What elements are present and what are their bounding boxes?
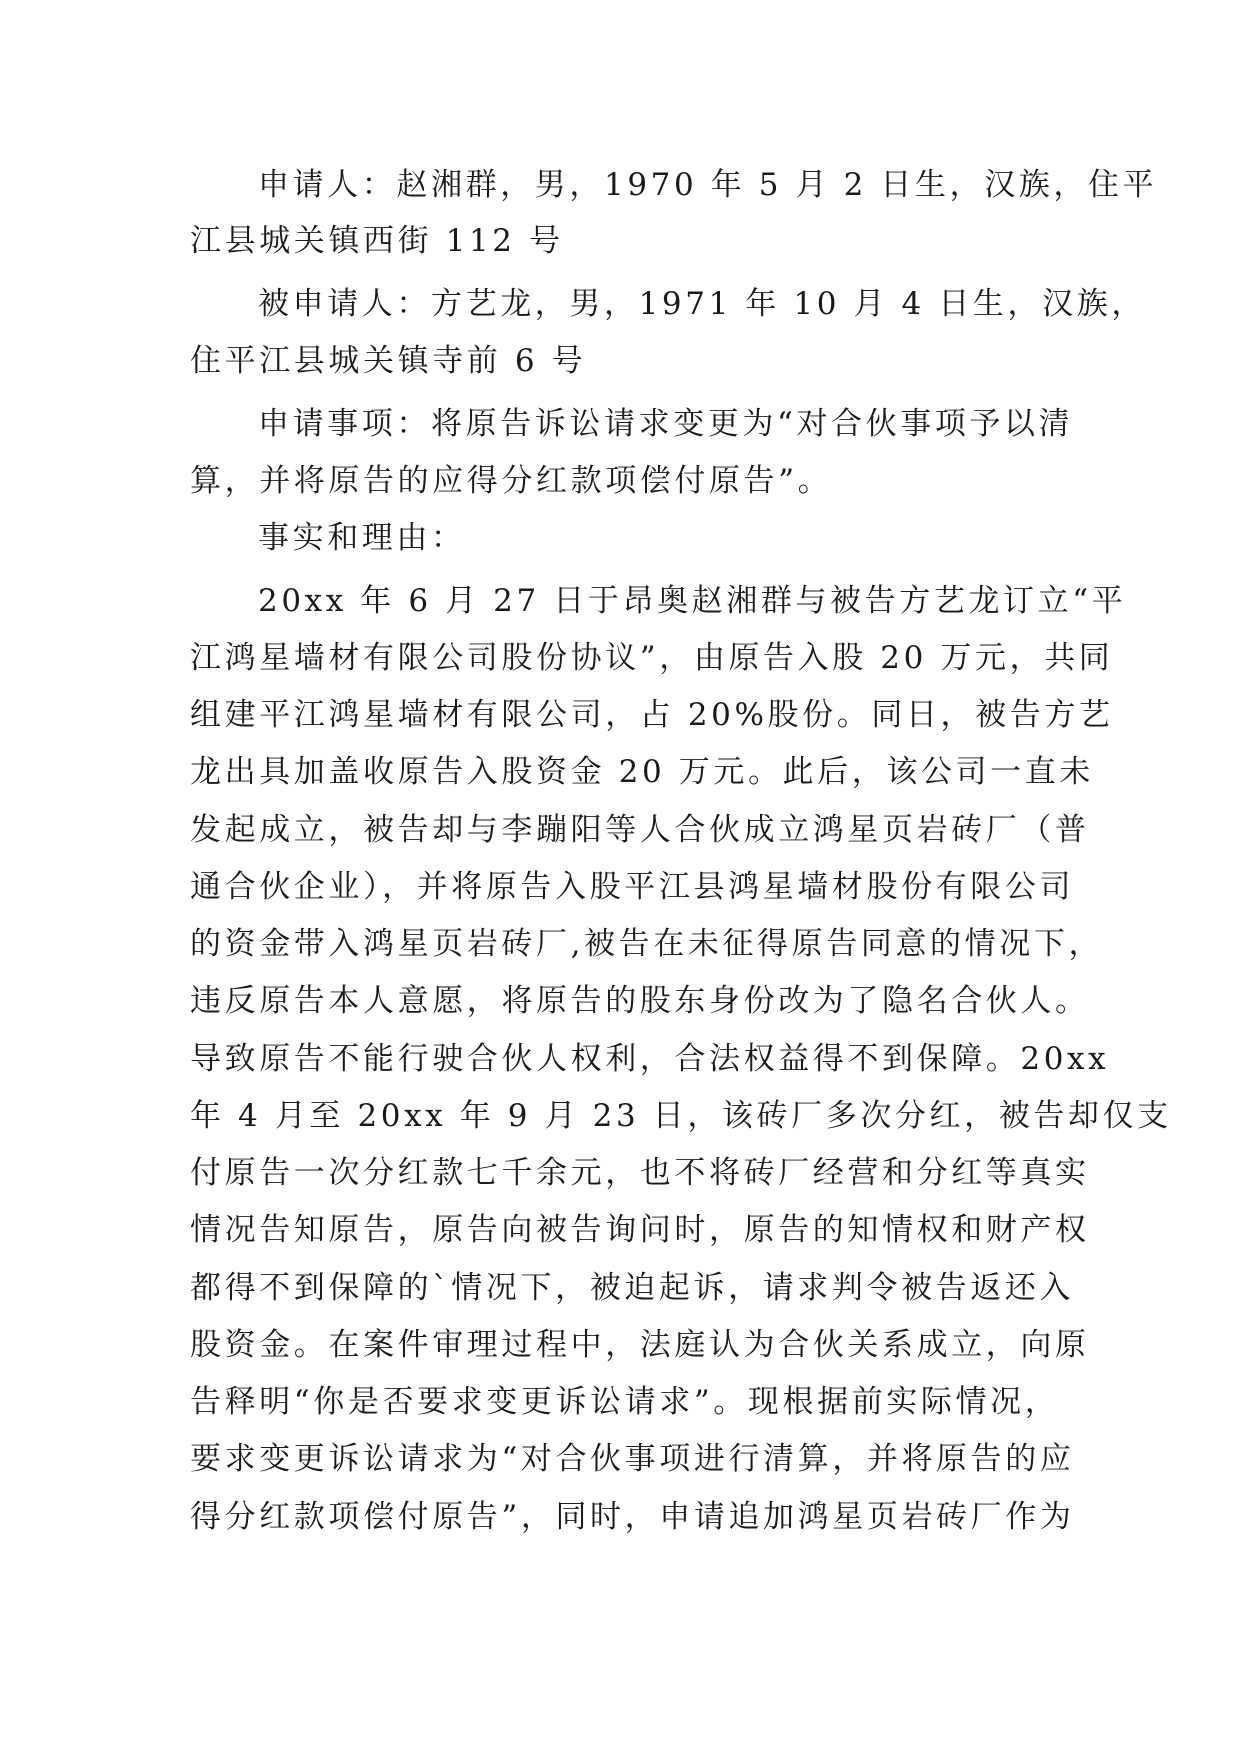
- paragraph-line: 申请人：赵湘群，男，1970 年 5 月 2 日生，汉族，住平: [258, 167, 1158, 203]
- paragraph-line: 组建平江鸿星墙材有限公司，占 20%股份。同日，被告方艺: [190, 697, 1114, 733]
- paragraph-line: 的资金带入鸿星页岩砖厂,被告在未征得原告同意的情况下，: [190, 926, 1104, 962]
- paragraph-line: 股资金。在案件审理过程中，法庭认为合伙关系成立，向原: [190, 1327, 1090, 1363]
- paragraph-line: 情况告知原告，原告向被告询问时，原告的知情权和财产权: [190, 1212, 1090, 1248]
- paragraph-line: 要求变更诉讼请求为“对合伙事项进行清算，并将原告的应: [190, 1441, 1075, 1477]
- paragraph-line: 算，并将原告的应得分红款项偿付原告”。: [190, 463, 833, 499]
- paragraph-line: 江县城关镇西街 112 号: [190, 223, 564, 259]
- paragraph-line: 付原告一次分红款七千余元，也不将砖厂经营和分红等真实: [190, 1155, 1090, 1191]
- paragraph-line: 江鸿星墙材有限公司股份协议”，由原告入股 20 万元，共同: [190, 640, 1114, 676]
- paragraph-line: 导致原告不能行驶合伙人权利，合法权益得不到保障。20xx: [190, 1041, 1110, 1077]
- paragraph-line: 被申请人：方艺龙，男，1971 年 10 月 4 日生，汉族，: [258, 286, 1146, 322]
- paragraph-line: 都得不到保障的`情况下，被迫起诉，请求判令被告返还入: [190, 1270, 1075, 1306]
- paragraph-line: 违反原告本人意愿，将原告的股东身份改为了隐名合伙人。: [190, 983, 1090, 1019]
- paragraph-line: 告释明“你是否要求变更诉讼请求”。现根据前实际情况，: [190, 1384, 1060, 1420]
- paragraph-line: 20xx 年 6 月 27 日于昂奥赵湘群与被告方艺龙订立“平: [258, 583, 1127, 619]
- paragraph-line: 通合伙企业），并将原告入股平江县鸿星墙材股份有限公司: [190, 869, 1075, 905]
- paragraph-line: 住平江县城关镇寺前 6 号: [190, 343, 587, 379]
- paragraph-line: 事实和理由：: [258, 520, 466, 556]
- paragraph-line: 龙出具加盖收原告入股资金 20 万元。此后，该公司一直未: [190, 754, 1094, 790]
- paragraph-line: 年 4 月至 20xx 年 9 月 23 日，该砖厂多次分红，被告却仅支: [190, 1098, 1172, 1134]
- paragraph-line: 得分红款项偿付原告”，同时，申请追加鸿星页岩砖厂作为: [190, 1499, 1075, 1535]
- paragraph-line: 发起成立，被告却与李蹦阳等人合伙成立鸿星页岩砖厂（普: [190, 812, 1090, 848]
- paragraph-line: 申请事项：将原告诉讼请求变更为“对合伙事项予以清: [258, 406, 1074, 442]
